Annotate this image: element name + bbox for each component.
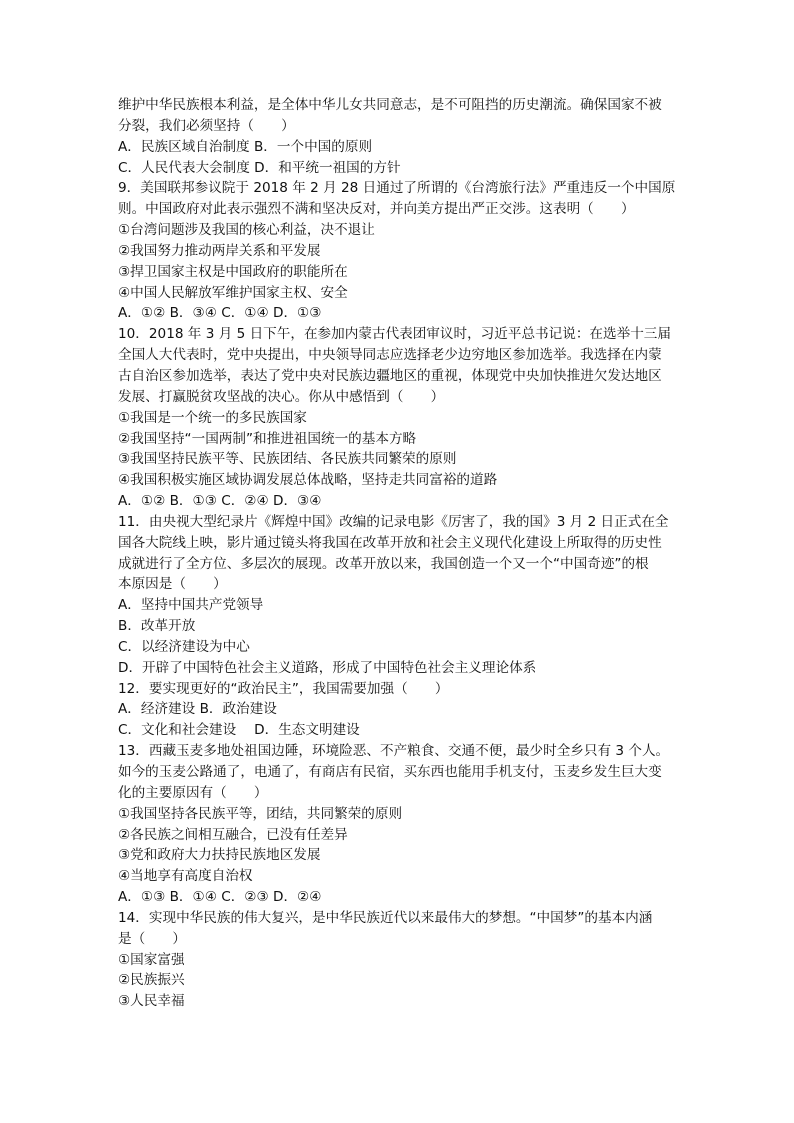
answer-options: A．①② B．③④ C．①④ D．①③ [118,305,322,322]
answer-option: C．以经济建设为中心 [118,638,250,655]
statement-item: ②我国努力推动两岸关系和平发展 [118,242,321,259]
statement-item: ③党和政府大力扶持民族地区发展 [118,847,321,864]
question-stem-line: 如今的玉麦公路通了，电通了，有商店有民宿，买东西也能用手机支付，玉麦乡发生巨大变 [118,764,662,780]
statement-item: ③我国坚持民族平等、民族团结、各民族共同繁荣的原则 [118,451,457,468]
question-stem-line: 10．2018 年 3 月 5 日下午，在参加内蒙古代表团审议时，习近平总书记说：在选举十三届 [118,326,671,343]
question-10 [118,324,678,512]
question-stem-line: 则。中国政府对此表示强烈不满和坚决反对，并向美方提出严正交涉。这表明（ ） [118,201,635,218]
question-12 [118,679,678,742]
statement-item: ②我国坚持“一国两制”和推进祖国统一的基本方略 [118,430,417,447]
question-stem-line: 本原因是（ ） [118,576,227,593]
question-stem-line: 12．要实现更好的“政治民主”，我国需要加强（ ） [118,680,449,697]
question-stem-line: 维护中华民族根本利益，是全体中华儿女共同意志，是不可阻挡的历史潮流。确保国家不被 [118,97,662,113]
statement-item: ①我国是一个统一的多民族国家 [118,409,307,426]
question-11 [118,512,678,679]
question-intro [118,95,678,178]
answer-option: C．文化和社会建设 D．生态文明建设 [118,722,360,739]
question-stem-line: 9．美国联邦参议院于 2018 年 2 月 28 日通过了所谓的《台湾旅行法》严重违反一个中国原 [118,180,676,197]
question-stem-line: 全国人大代表时，党中央提出，中央领导同志应选择老少边穷地区参加选举。我选择在内蒙 [118,347,662,364]
question-stem-line: 11．由央视大型纪录片《辉煌中国》改编的记录电影《厉害了，我的国》3 月 2 日正式在全 [118,513,669,530]
statement-item: ①台湾问题涉及我国的核心利益，决不退让 [118,222,375,239]
question-stem-line: 成就进行了全方位、多层次的展现。改革开放以来，我国创造一个又一个“中国奇迹”的根 [118,555,649,572]
question-stem-line: 14．实现中华民族的伟大复兴，是中华民族近代以来最伟大的梦想。“中国梦”的基本内涵 [118,909,653,926]
answer-option: A．坚持中国共产党领导 [118,597,264,614]
question-stem-line: 国各大院线上映，影片通过镜头将我国在改革开放和社会主义现代化建设上所取得的历史性 [118,534,662,551]
statement-item: ③捍卫国家主权是中国政府的职能所在 [118,263,348,280]
question-13 [118,741,678,908]
question-stem-line: 13．西藏玉麦多地处祖国边陲，环境险恶、不产粮食、交通不便，最少时全乡只有 3 个人。 [118,743,670,760]
question-stem-line: 发展、打赢脱贫攻坚战的决心。你从中感悟到（ ） [118,388,445,405]
answer-option: B．改革开放 [118,618,196,635]
question-stem-line: 古自治区参加选举，表达了党中央对民族边疆地区的重视，体现党中央加快推进欠发达地区 [118,367,662,384]
answer-options: A．①② B．①③ C．②④ D．③④ [118,493,322,510]
statement-item: ①国家富强 [118,951,185,968]
answer-options: A．①③ B．①④ C．②③ D．②④ [118,889,322,906]
question-14 [118,908,678,1012]
question-stem-line: 分裂，我们必须坚持（ ） [118,117,295,134]
statement-item: ④中国人民解放军维护国家主权、安全 [118,284,348,301]
answer-option: D．开辟了中国特色社会主义道路，形成了中国特色社会主义理论体系 [118,659,537,676]
statement-item: ④我国积极实施区域协调发展总体战略，坚持走共同富裕的道路 [118,472,498,489]
answer-option: A．经济建设 B．政治建设 [118,701,277,718]
question-9 [118,178,678,324]
statement-item: ①我国坚持各民族平等，团结，共同繁荣的原则 [118,805,403,822]
answer-option: A．民族区域自治制度 B．一个中国的原则 [118,138,373,155]
exam-page [118,95,678,1012]
statement-item: ②各民族之间相互融合，已没有任差异 [118,826,348,843]
statement-item: ④当地享有高度自治权 [118,868,253,885]
answer-option: C．人民代表大会制度 D．和平统一祖国的方针 [118,159,401,176]
question-stem-line: 是（ ） [118,930,186,947]
statement-item: ③人民幸福 [118,993,185,1010]
question-stem-line: 化的主要原因有（ ） [118,784,268,801]
statement-item: ②民族振兴 [118,972,185,989]
